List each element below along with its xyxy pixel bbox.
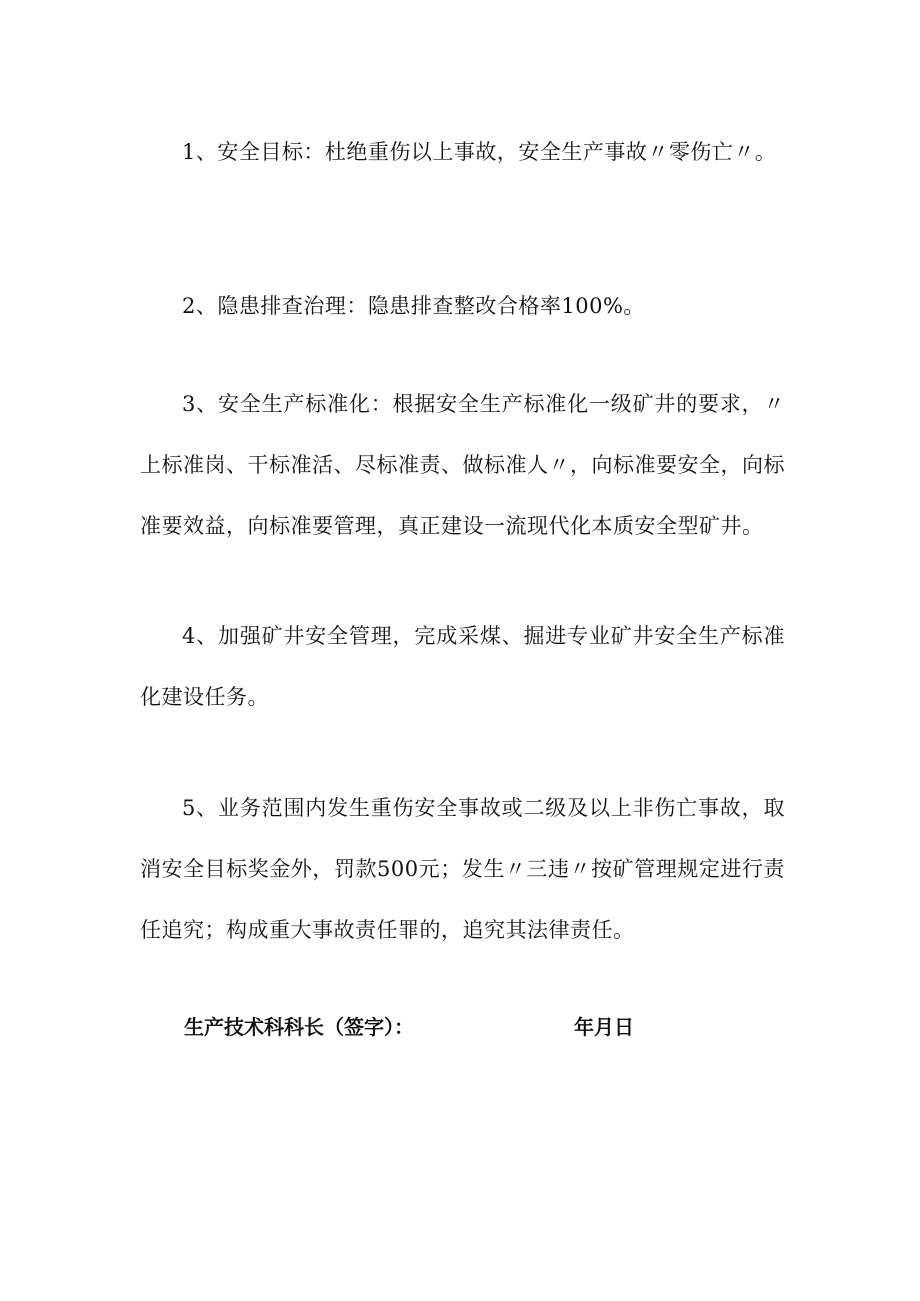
paragraph-standardization: 3、安全生产标准化：根据安全生产标准化一级矿井的要求，〃上标准岗、干标准活、尽标准责、做标准人〃，向标准要安全，向标准要效益，向标准要管理，真正建设一流现代化本质安全型矿井。 bbox=[140, 392, 785, 538]
signature-date-label: 年月日 bbox=[574, 1015, 634, 1039]
signature-label: 生产技术科科长（签字）： bbox=[184, 1015, 414, 1039]
paragraph-mine-safety-management: 4、加强矿井安全管理，完成采煤、掘进专业矿井安全生产标准化建设任务。 bbox=[140, 624, 785, 709]
paragraph-hazard-inspection: 2、隐患排查治理：隐患排查整改合格率100%。 bbox=[182, 294, 645, 318]
paragraph-accident-penalty: 5、业务范围内发生重伤安全事故或二级及以上非伤亡事故，取消安全目标奖金外，罚款500元；发生〃三违〃按矿管理规定进行责任追究；构成重大事故责任罪的，追究其法律责任。 bbox=[140, 796, 785, 942]
paragraph-safety-target: 1、安全目标：杜绝重伤以上事故，安全生产事故〃零伤亡〃。 bbox=[182, 140, 777, 164]
